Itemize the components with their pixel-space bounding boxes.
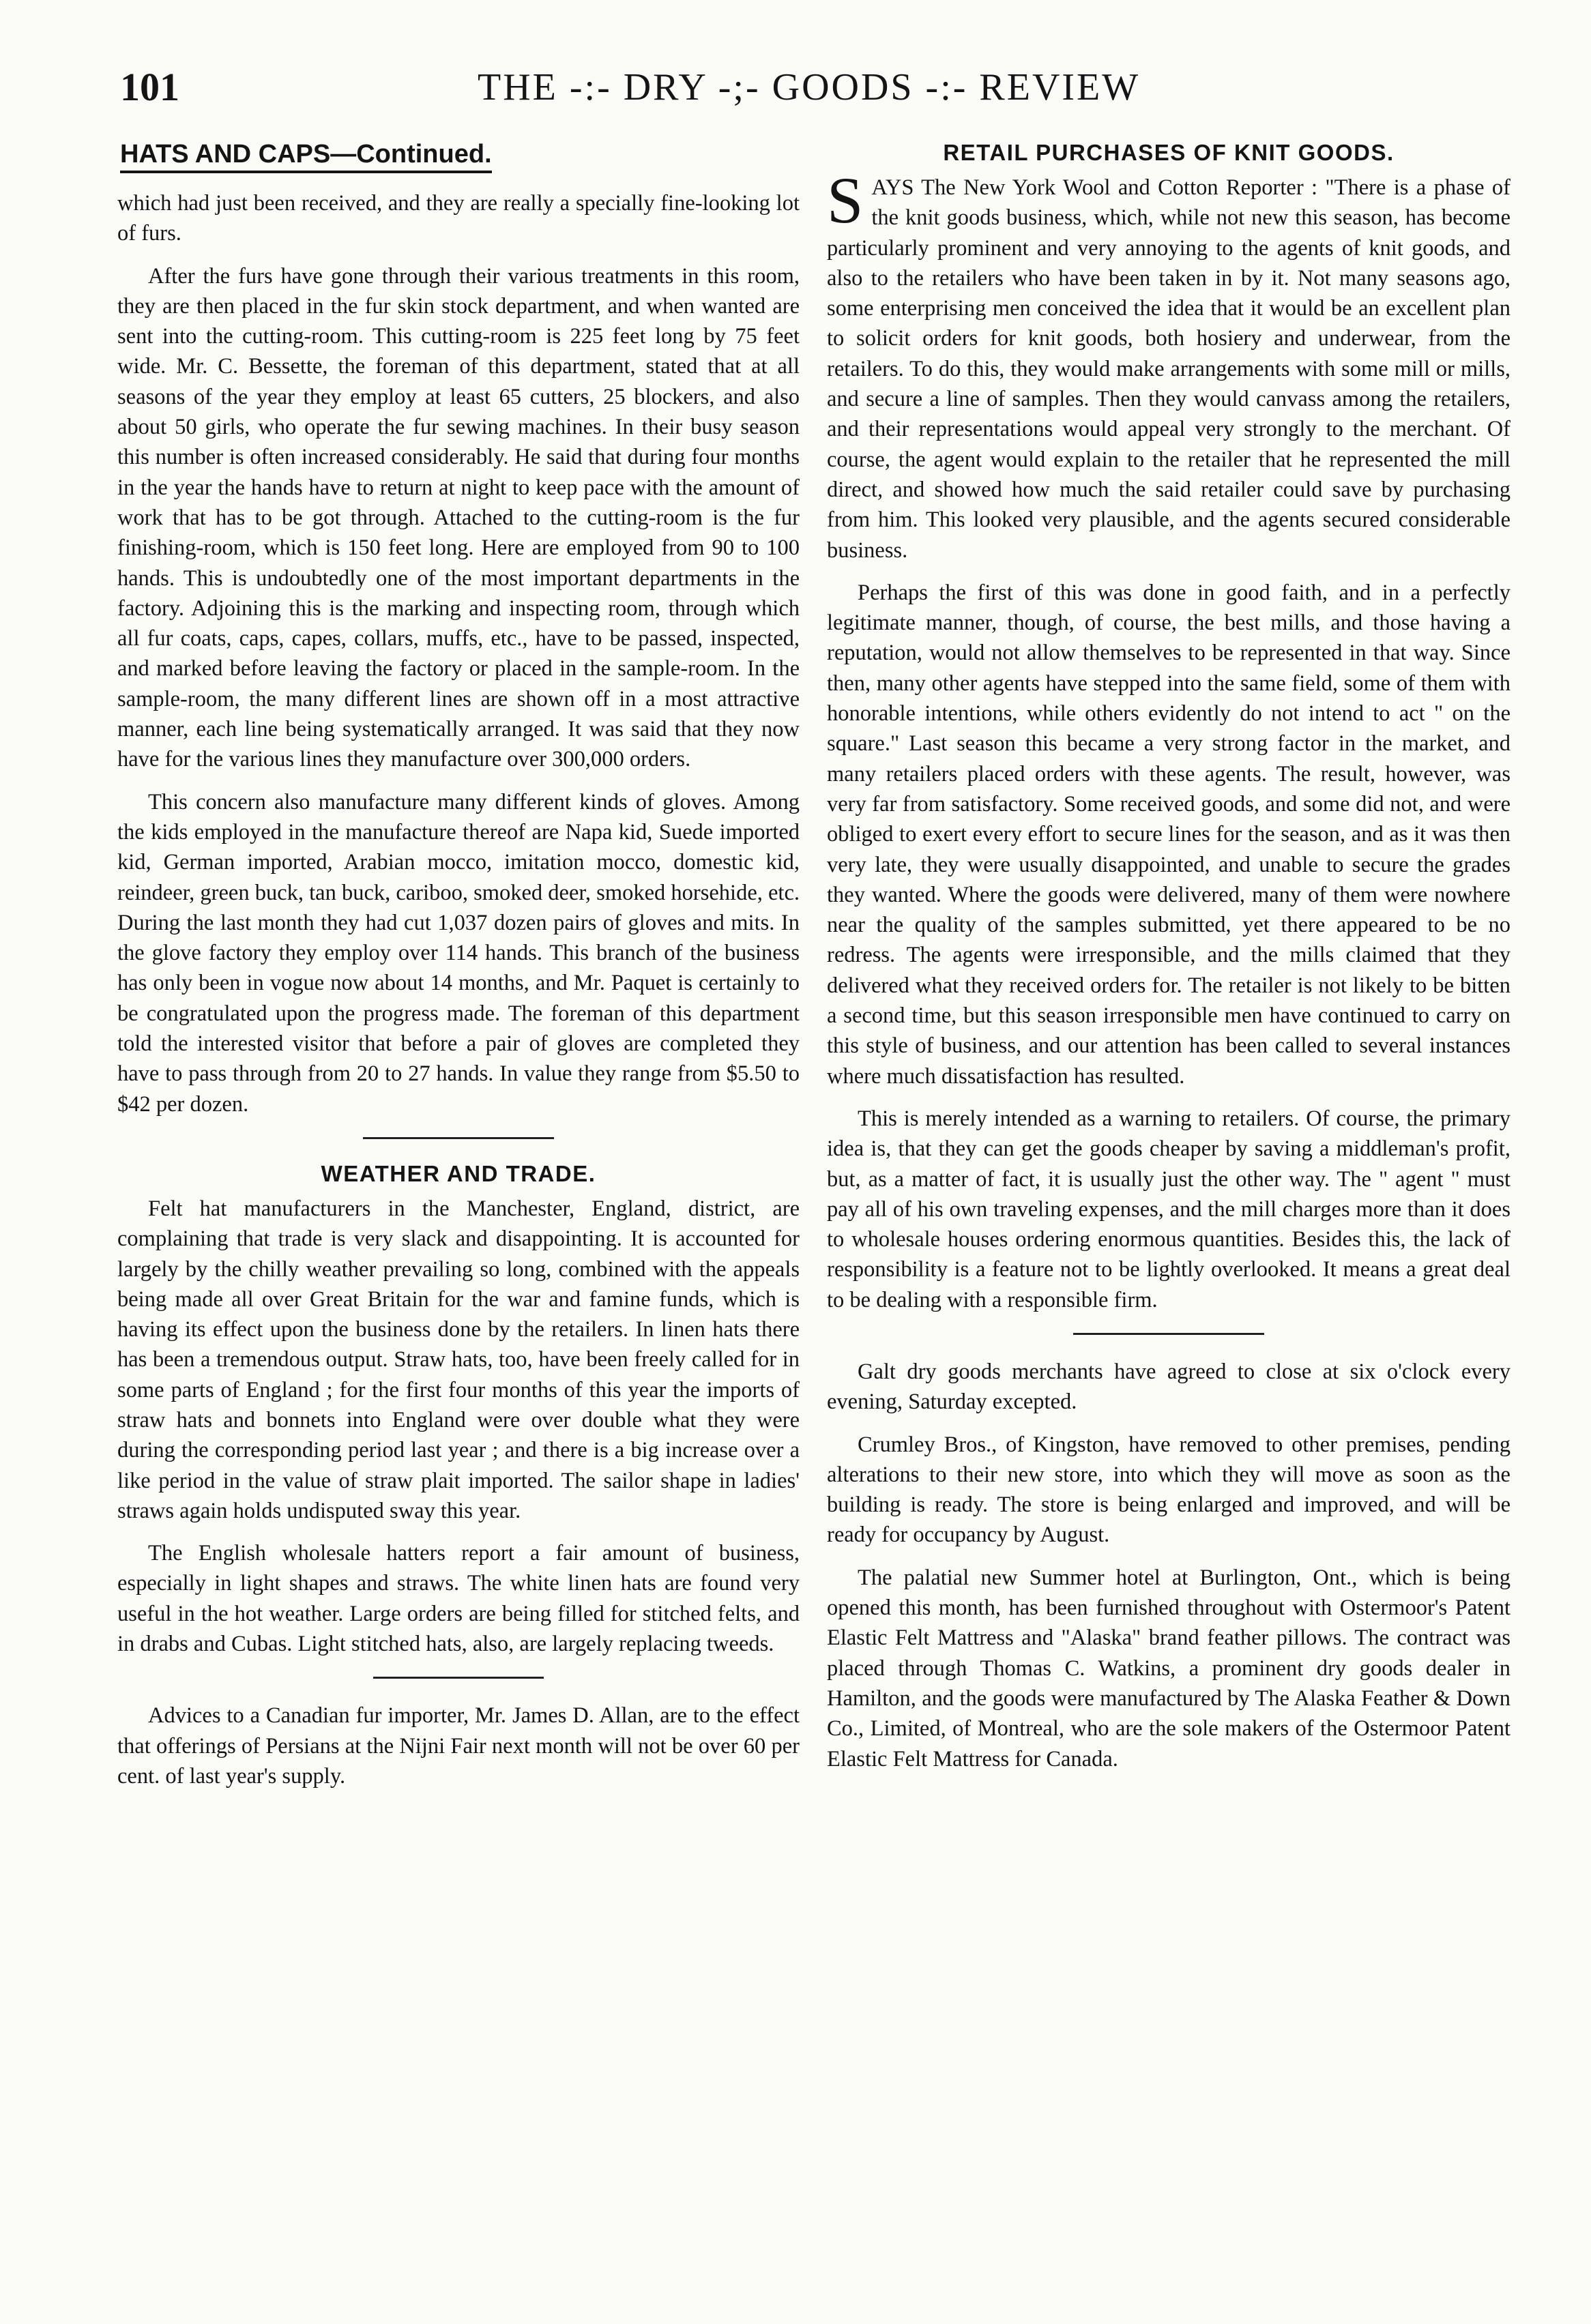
drop-cap: S: [827, 164, 864, 237]
masthead-title: THE -:- DRY -;- GOODS -:- REVIEW: [478, 66, 1141, 108]
article-paragraph: which had just been received, and they are really a specially fine-looking lot of furs.: [117, 191, 800, 246]
weather-and-trade-heading: WEATHER AND TRADE.: [321, 1160, 596, 1186]
section-divider: [373, 1677, 544, 1679]
section-divider: [1073, 1333, 1264, 1335]
lead-paragraph: [827, 164, 1510, 565]
hats-and-caps-heading: HATS AND CAPS—Continued.: [120, 140, 492, 173]
left-column: [117, 140, 800, 1804]
news-item: Advices to a Canadian fur importer, Mr. James D. Allan, are to the effect that offerings of Persians at the Nijni Fair next month will not be over 60 per cent. of last year's supply.: [117, 1703, 800, 1789]
page-number: 101: [120, 65, 179, 109]
right-column: [827, 140, 1510, 1786]
retail-purchases-heading: RETAIL PURCHASES OF KNIT GOODS.: [943, 140, 1395, 165]
article-paragraph: This is merely intended as a warning to retailers. Of course, the primary idea is, that they can get the goods cheaper by saving a middleman's profit, but, as a matter of fact, it is usually just the other way. The " agent " must pay all of his own traveling expenses, and the mill charges more than it does to wholesale houses ordering enormous quantities. Besides this, the lack of responsibility is a feature not to be lightly overlooked. It means a great deal to be dealing with a responsible firm.: [827, 1106, 1510, 1312]
section-divider: [363, 1137, 554, 1139]
news-item: Galt dry goods merchants have agreed to close at six o'clock every evening, Saturday excepted.: [827, 1359, 1510, 1415]
article-paragraph: This concern also manufacture many different kinds of gloves. Among the kids employed in the manufacture thereof are Napa kid, Suede imported kid, German imported, Arabian mocco, imitation mocco, domestic kid, reindeer, green buck, tan buck, cariboo, smoked deer, smoked horsehide, etc. During the last month they had cut 1,037 dozen pairs of gloves and mits. In the glove factory they employ over 114 hands. This branch of the business has only been in vogue now about 14 months, and Mr. Paquet is certainly to be congratulated upon the progress made. The foreman of this department told the interested visitor that before a pair of gloves are completed they have to pass through from 20 to 27 hands. In value they range from $5.50 to $42 per dozen.: [117, 789, 800, 1117]
article-paragraph: Perhaps the first of this was done in good faith, and in a perfectly legitimate manner, though, of course, the best mills, and those having a reputation, would not allow themselves to be represented in that way. Since then, many other agents have stepped into the same field, some of them with honorable intentions, while others evidently do not intend to act " on the square." Last season this became a very strong factor in the market, and many retailers placed orders with these agents. The result, however, was very far from satisfactory. Some received goods, and some did not, and were obliged to exert every effort to secure lines for the season, and as it was then very late, they were usually disappointed, and unable to secure the grades they wanted. Where the goods were delivered, many of them were nowhere near the quality of the samples submitted, yet there appeared to be no redress. The agents were irresponsible, and the mills claimed that they delivered what they received orders for. The retailer is not likely to be bitten a second time, but this season irresponsible men have continued to carry on this style of business, and our attention has been called to several instances where much dissatisfaction has resulted.: [827, 580, 1510, 1089]
news-item: The palatial new Summer hotel at Burlington, Ont., which is being opened this month, has been furnished throughout with Ostermoor's Patent Elastic Felt Mattress and "Alaska" brand feather pillows. The contract was placed through Thomas C. Watkins, a prominent dry goods dealer in Hamilton, and the goods were manufactured by The Alaska Feather & Down Co., Limited, of Montreal, who are the sole makers of the Ostermoor Patent Elastic Felt Mattress for Canada.: [827, 1565, 1510, 1771]
article-paragraph: After the furs have gone through their various treatments in this room, they are then placed in the fur skin stock department, and when wanted are sent into the cutting-room. This cutting-room is 225 feet long by 75 feet wide. Mr. C. Bessette, the foreman of this department, stated that at all seasons of the year they employ at least 65 cutters, 25 blockers, and also about 50 girls, who operate the fur sewing machines. In their busy season this number is often increased considerably. He said that during four months in the year the hands have to return at night to keep pace with the amount of work that has to be got through. Attached to the cutting-room is the fur finishing-room, which is 150 feet long. Here are employed from 90 to 100 hands. This is undoubtedly one of the most important departments in the factory. Adjoining this is the marking and inspecting room, through which all fur coats, caps, capes, collars, muffs, etc., have to be passed, inspected, and marked before leaving the factory or placed in the sample-room. In the sample-room, the many different lines are shown off in a most attractive manner, each line being systematically arranged. It was said that they now have for the various lines they manufacture over 300,000 orders.: [117, 263, 800, 772]
article-paragraph: The English wholesale hatters report a fair amount of business, especially in light shapes and straws. The white linen hats are found very useful in the hot weather. Large orders are being filled for stitched felts, and in drabs and Cubas. Light stitched hats, also, are largely replacing tweeds.: [117, 1541, 800, 1657]
news-item: Crumley Bros., of Kingston, have removed to other premises, pending alterations to their new store, into which they will move as soon as the building is ready. The store is being enlarged and improved, and will be ready for occupancy by August.: [827, 1432, 1510, 1548]
lead-paragraph-text: AYS The New York Wool and Cotton Reporter : "There is a phase of the knit goods business, which, while not new this season, has become particularly prominent and very annoying to the agents of knit goods, and also to the retailers who have been taken in by it. Not many seasons ago, some enterprising men conceived the idea that it would be an excellent plan to solicit orders for knit goods, both hosiery and underwear, from the retailers. To do this, they would make arrangements with some mill or mills, and secure a line of samples. Then they would canvass among the retailers, and their representations would appeal very strongly to the merchant. Of course, the agent would explain to the retailer that he represented the mill direct, and showed how much the said retailer could save by purchasing from him. This looked very plausible, and the agents secured considerable business.: [827, 175, 1510, 563]
article-paragraph: Felt hat manufacturers in the Manchester, England, district, are complaining that trade is very slack and disappointing. It is accounted for largely by the chilly weather prevailing so long, combined with the appeals being made all over Great Britain for the war and famine funds, which is having its effect upon the business done by the retailers. In linen hats there has been a tremendous output. Straw hats, too, have been freely called for in some parts of England ; for the first four months of this year the imports of straw hats and bonnets into England were over double what they were during the corresponding period last year ; and there is a big increase over a like period in the value of straw plait imported. The sailor shape in ladies' straws again holds undisputed sway this year.: [117, 1196, 800, 1523]
